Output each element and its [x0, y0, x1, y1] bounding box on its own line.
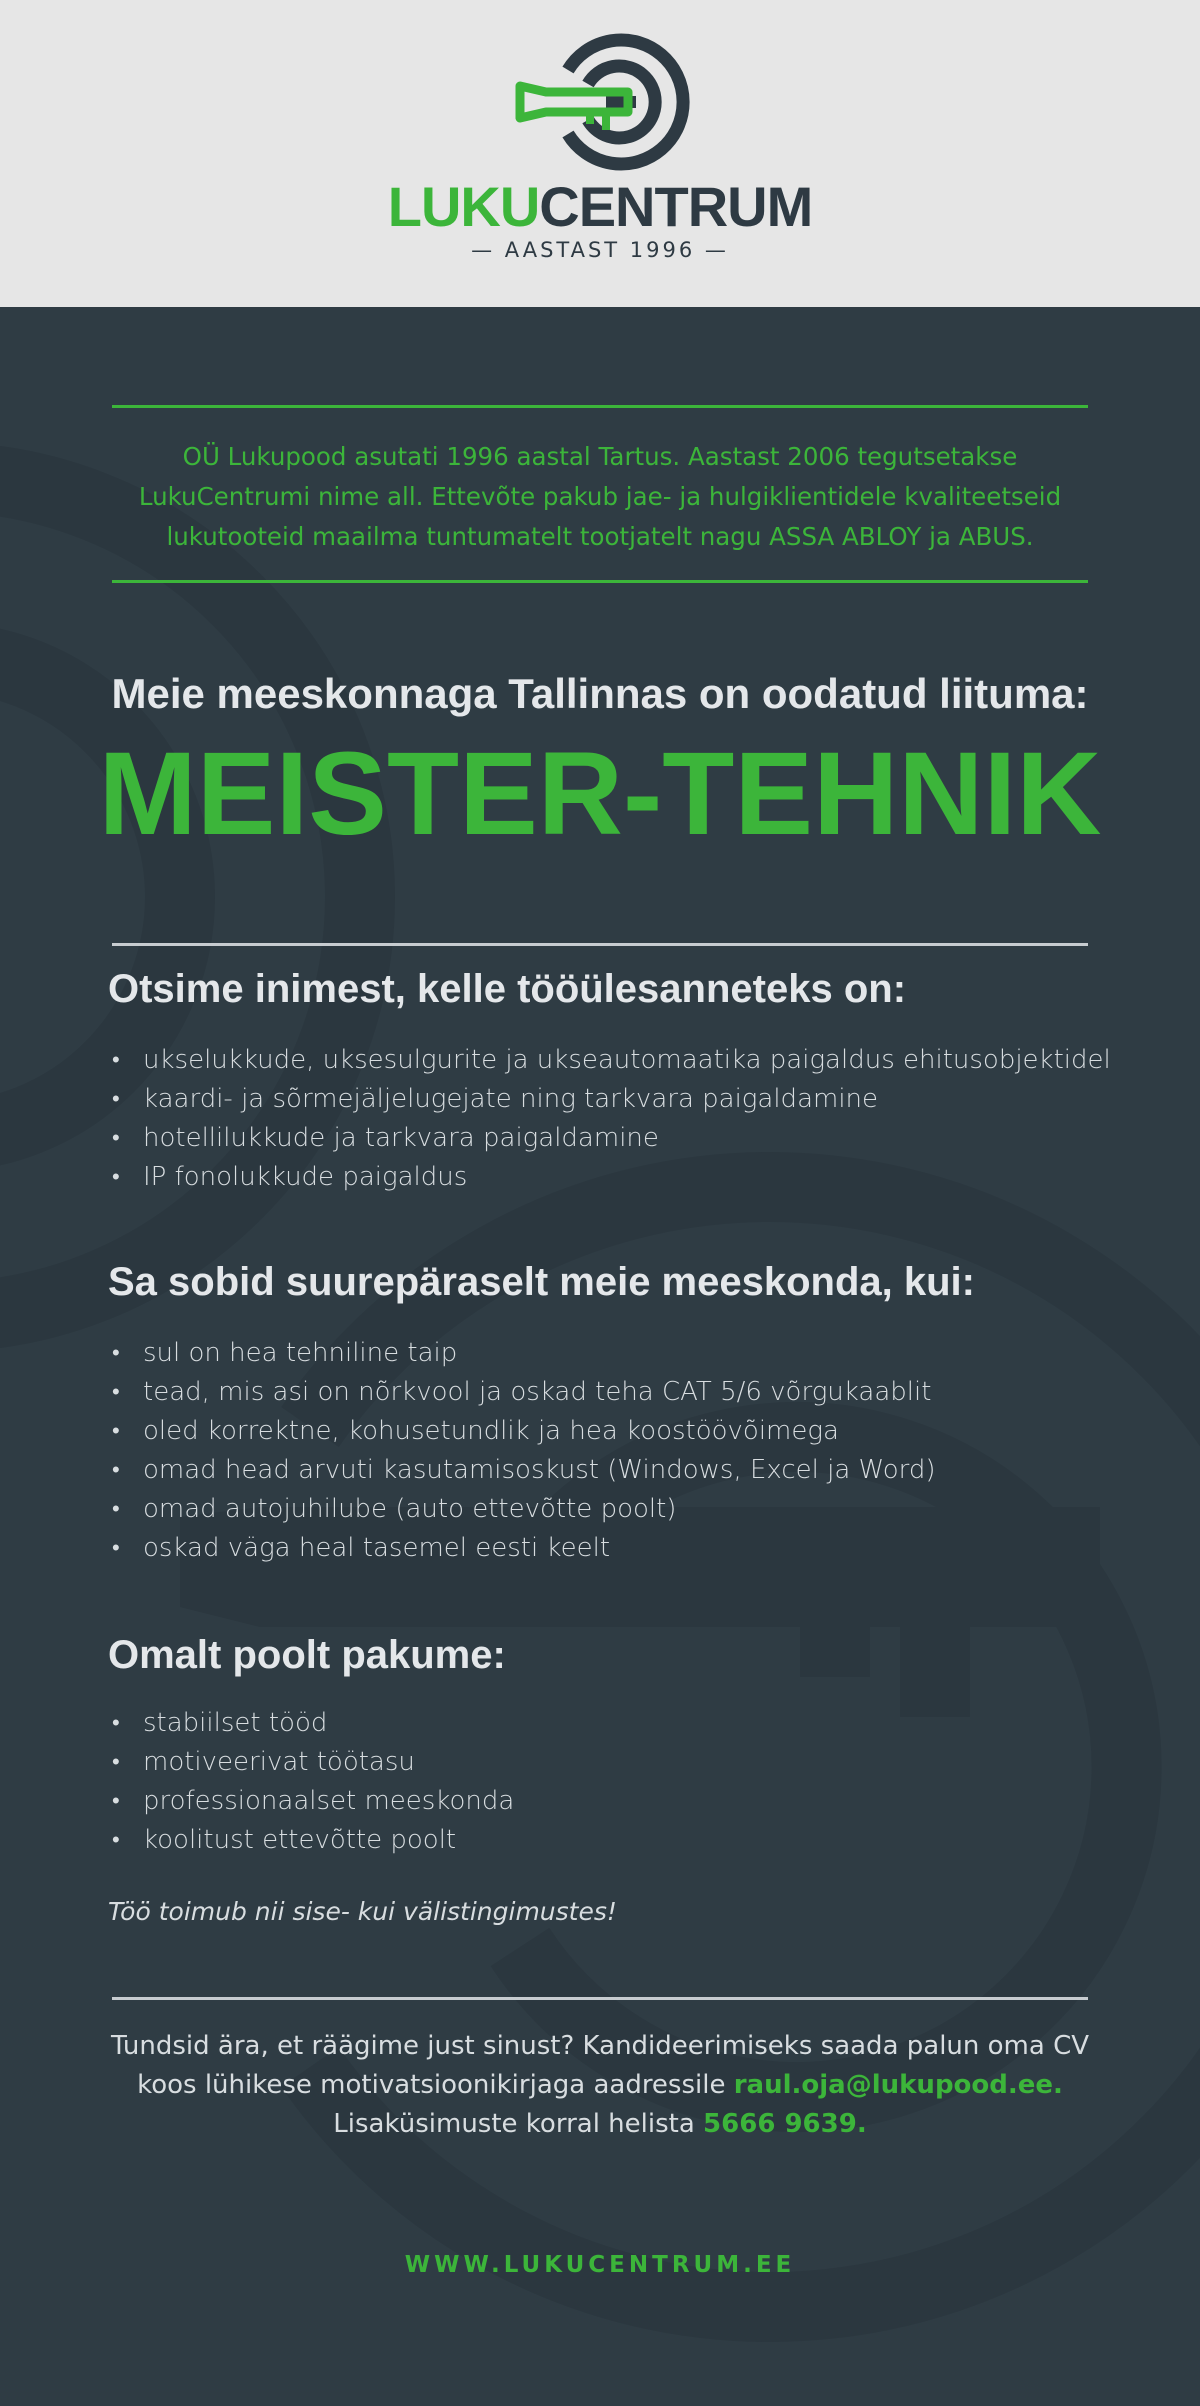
brand-name-part2: CENTRUM: [539, 175, 813, 238]
invite-text: Meie meeskonnaga Tallinnas on oodatud liituma:: [111, 670, 1089, 717]
divider: [112, 1997, 1088, 2000]
brand-tagline: — AASTAST 1996 —: [471, 238, 729, 262]
list-item: • sul on hea tehniline taip: [112, 1338, 458, 1368]
list-item: • IP fonolukkude paigaldus: [112, 1162, 468, 1192]
list-item: • kaardi- ja sõrmejäljelugejate ning tarkvara paigaldamine: [112, 1084, 879, 1114]
divider: [112, 943, 1088, 946]
requirements-list: [108, 1334, 1128, 1568]
contact-line: Lisaküsimuste korral helista 5666 9639.: [333, 2109, 867, 2139]
list-item: • professionaalset meeskonda: [112, 1786, 515, 1816]
list-item: • oskad väga heal tasemel eesti keelt: [112, 1533, 611, 1563]
phone-link[interactable]: 5666 9639.: [703, 2109, 867, 2139]
list-item: • hotellilukkude ja tarkvara paigaldamine: [112, 1123, 659, 1153]
main-content: [0, 307, 1200, 2406]
offer-heading: Omalt poolt pakume:: [108, 1633, 506, 1677]
key-logo-icon: [510, 32, 690, 172]
duties-heading: Otsime inimest, kelle tööülesanneteks on:: [108, 967, 907, 1011]
offer-list: [108, 1704, 1128, 1860]
website-link[interactable]: WWW.LUKUCENTRUM.EE: [404, 2252, 796, 2278]
list-item: • ukselukkude, uksesulgurite ja ukseautomaatika paigaldus ehitusobjektidel: [112, 1045, 1111, 1075]
divider: [112, 405, 1088, 408]
position-title: MEISTER-TEHNIK: [98, 728, 1102, 860]
divider: [112, 580, 1088, 583]
contact-line: koos lühikese motivatsioonikirjaga aadressile raul.oja@lukupood.ee.: [137, 2070, 1063, 2100]
brand-wordmark: [0, 172, 1200, 242]
intro-line: LukuCentrumi nime all. Ettevõte pakub jae- ja hulgiklientidele kvaliteetseid: [138, 482, 1062, 511]
header: [0, 0, 1200, 307]
list-item: • tead, mis asi on nõrkvool ja oskad teha CAT 5/6 võrgukaablit: [112, 1377, 932, 1407]
list-item: • omad autojuhilube (auto ettevõtte poolt): [112, 1494, 677, 1524]
list-item: • stabiilset tööd: [112, 1708, 328, 1738]
intro-line: lukutooteid maailma tuntumatelt tootjatelt nagu ASSA ABLOY ja ABUS.: [166, 522, 1034, 551]
company-intro: [100, 437, 1100, 557]
email-link[interactable]: raul.oja@lukupood.ee.: [733, 2070, 1063, 2100]
list-item: • koolitust ettevõtte poolt: [112, 1825, 457, 1855]
brand-name-part1: LUKU: [387, 175, 540, 238]
list-item: • omad head arvuti kasutamisoskust (Windows, Excel ja Word): [112, 1455, 936, 1485]
list-item: • motiveerivat töötasu: [112, 1747, 415, 1777]
contact-info: [60, 2027, 1140, 2144]
intro-line: OÜ Lukupood asutati 1996 aastal Tartus. Aastast 2006 tegutsetakse: [182, 442, 1018, 471]
requirements-heading: Sa sobid suurepäraselt meie meeskonda, kui:: [108, 1260, 975, 1304]
work-conditions-note: Töö toimub nii sise- kui välistingimustes!: [108, 1897, 617, 1926]
duties-list: [108, 1041, 1128, 1197]
contact-line: Tundsid ära, et räägime just sinust? Kandideerimiseks saada palun oma CV: [110, 2031, 1090, 2061]
list-item: • oled korrektne, kohusetundlik ja hea koostöövõimega: [112, 1416, 839, 1446]
